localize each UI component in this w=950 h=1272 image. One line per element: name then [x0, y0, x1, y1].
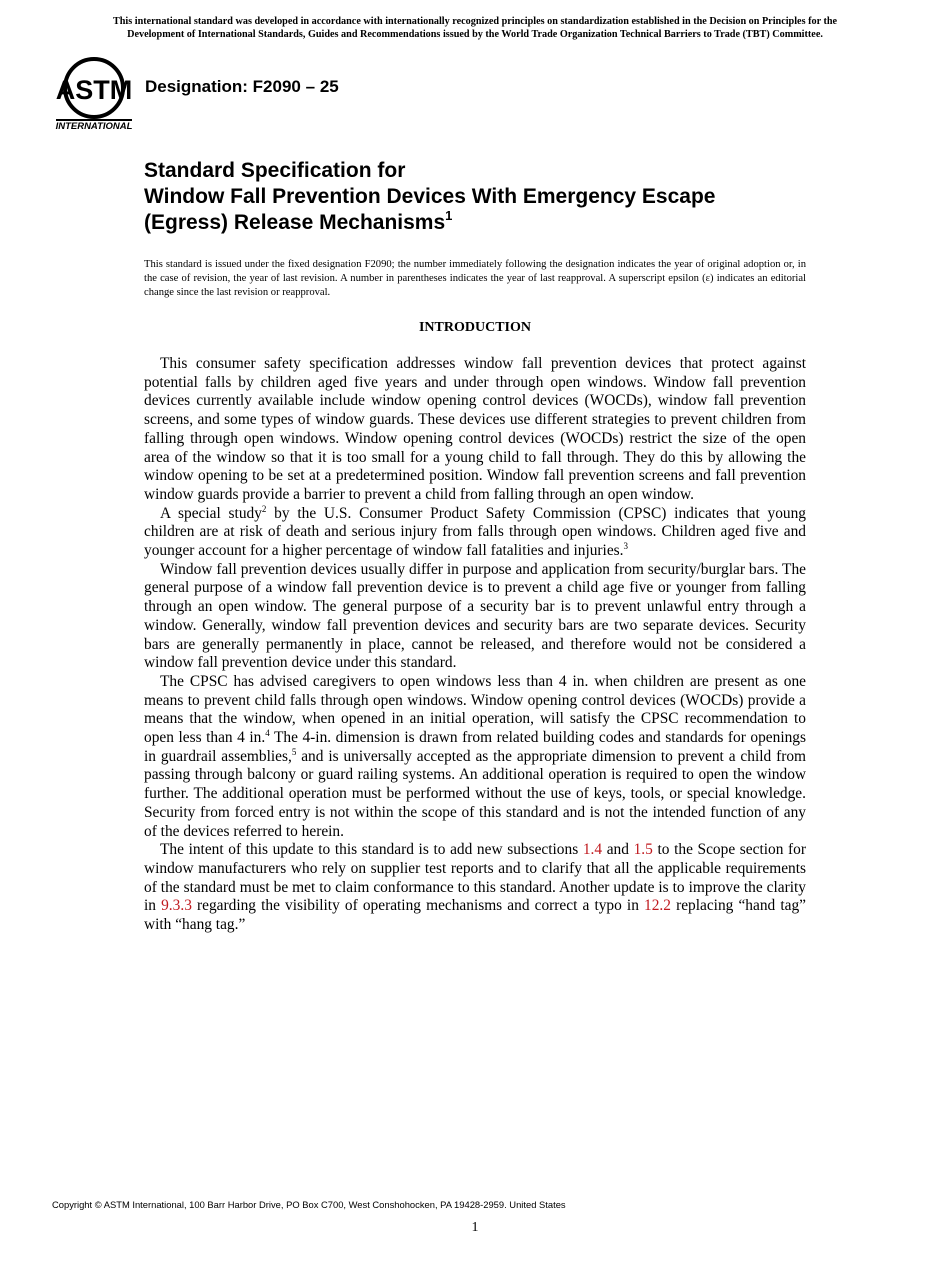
tbt-notice-line-1: This international standard was developed in accordance with internationally recognized principles on standardization established in the Decision on Principles for the — [112, 16, 838, 27]
intro-paragraph-1: This consumer safety specification addresses window fall prevention devices that protect against potential falls by children aged five years and under through open windows. Window fall prevention devices currently available include window opening control devices (WOCDs), window fall prevention screens, and some types of window guards. These devices use different strategies to prevent children from falling through open windows. Window opening control devices (WOCDs) restrict the size of the open area of the window so that it is too small for a young child to fall through. They do this by allowing the window opening to be set at a predetermined position. Window fall prevention screens and fall prevention window guards provide a barrier to prevent a child from falling through an open window. — [144, 355, 806, 503]
footnote-ref-4[interactable]: 4 — [265, 728, 270, 739]
copyright-notice: Copyright © ASTM International, 100 Barr Harbor Drive, PO Box C700, West Conshohocken, PA 19428-2959. United States — [52, 1199, 566, 1210]
title-footnote-mark: 1 — [445, 208, 453, 223]
intro-paragraph-3: Window fall prevention devices usually differ in purpose and application from security/burglar bars. The general purpose of a window fall prevention device is to prevent a child age five or younger from falling through an open window. The general purpose of a security bar is to prevent unlawful entry through a window. Generally, window fall prevention devices and security bars are two separate devices. Security bars are generally permanently in place, cannot be released, and therefore would not be considered a window fall prevention device under this standard. — [144, 560, 806, 672]
footnote-ref-5[interactable]: 5 — [291, 746, 297, 757]
designation-dash: – — [305, 77, 316, 96]
footnote-ref-3[interactable]: 3 — [623, 541, 628, 552]
section-link-1-5[interactable]: 1.5 — [633, 841, 653, 859]
page-number: 1 — [471, 1220, 479, 1235]
standard-note: This standard is issued under the fixed designation F2090; the number immediately following the designation indicates the year of original adoption or, in the case of revision, the year of last revision. A number in parentheses indicates the year of last reapproval. A superscript epsilon (ε) indicates an editorial change since the last revision or reapproval. — [144, 259, 806, 298]
title-line-3: (Egress) Release Mechanisms$^1$ — [144, 208, 453, 234]
document-title — [144, 158, 824, 236]
title-line-2: Window Fall Prevention Devices With Emergency Escape — [144, 185, 716, 208]
designation — [145, 77, 339, 97]
tbt-notice — [40, 16, 910, 41]
logo-mark-letters: ASTM — [55, 75, 133, 105]
designation-year: 25 — [319, 77, 339, 96]
intro-paragraph-4: The CPSC has advised caregivers to open windows less than 4 in. when children are present as one means to prevent child falls through open windows. Window opening control devices (WOCDs) provide a means that the window, when opened in an initial operation, will satisfy the CPSC recommendation to open less than 4 in.$^4$ The 4-in. dimension is drawn from related building codes and standards for openings in guardrail assemblies,$^5$ and is universally accepted as the appropriate dimension to prevent a child from passing through balcony or guard railing systems. An additional operation is required to open the window further. The additional operation must be performed without the use of keys, tools, or special knowledge. Security from forced entry is not within the scope of this standard and is not the intended function of any of the devices referred to herein. — [144, 672, 806, 840]
section-link-1-4[interactable]: 1.4 — [582, 841, 603, 859]
logo-wordmark: INTERNATIONAL — [55, 121, 133, 132]
title-line-1: Standard Specification for — [144, 159, 406, 182]
introduction-body — [144, 355, 806, 935]
astm-logo — [54, 56, 134, 132]
section-link-12-2[interactable]: 12.2 — [644, 897, 671, 915]
footnote-ref-2[interactable]: 2 — [261, 503, 267, 514]
section-link-9-3-3[interactable]: 9.3.3 — [161, 897, 192, 915]
intro-paragraph-2: A special study$^2$ by the U.S. Consumer Product Safety Commission (CPSC) indicates that young children are at risk of death and serious injury from falls through open windows. Children aged five and younger account for a higher percentage of window fall fatalities and injuries.$^3$ — [144, 503, 806, 560]
astm-logo-mark — [54, 56, 134, 132]
designation-label: Designation: F2090 — [145, 77, 301, 96]
introduction-heading: INTRODUCTION — [418, 320, 531, 335]
tbt-notice-line-2: Development of International Standards, Guides and Recommendations issued by the World Trade Organization Technical Barriers to Trade (TBT) Committee. — [127, 28, 823, 40]
intro-paragraph-5: The intent of this update to this standard is to add new subsections 1.4 and 1.5 to the Scope section for window manufacturers who rely on supplier test reports and to clarify that all the applicable requirements of the standard must be met to claim conformance to this standard. Another update is to improve the clarity in 9.3.3 regarding the visibility of operating mechanisms and correct a typo in 12.2 replacing “hand tag” with “hang tag.” — [144, 841, 806, 934]
